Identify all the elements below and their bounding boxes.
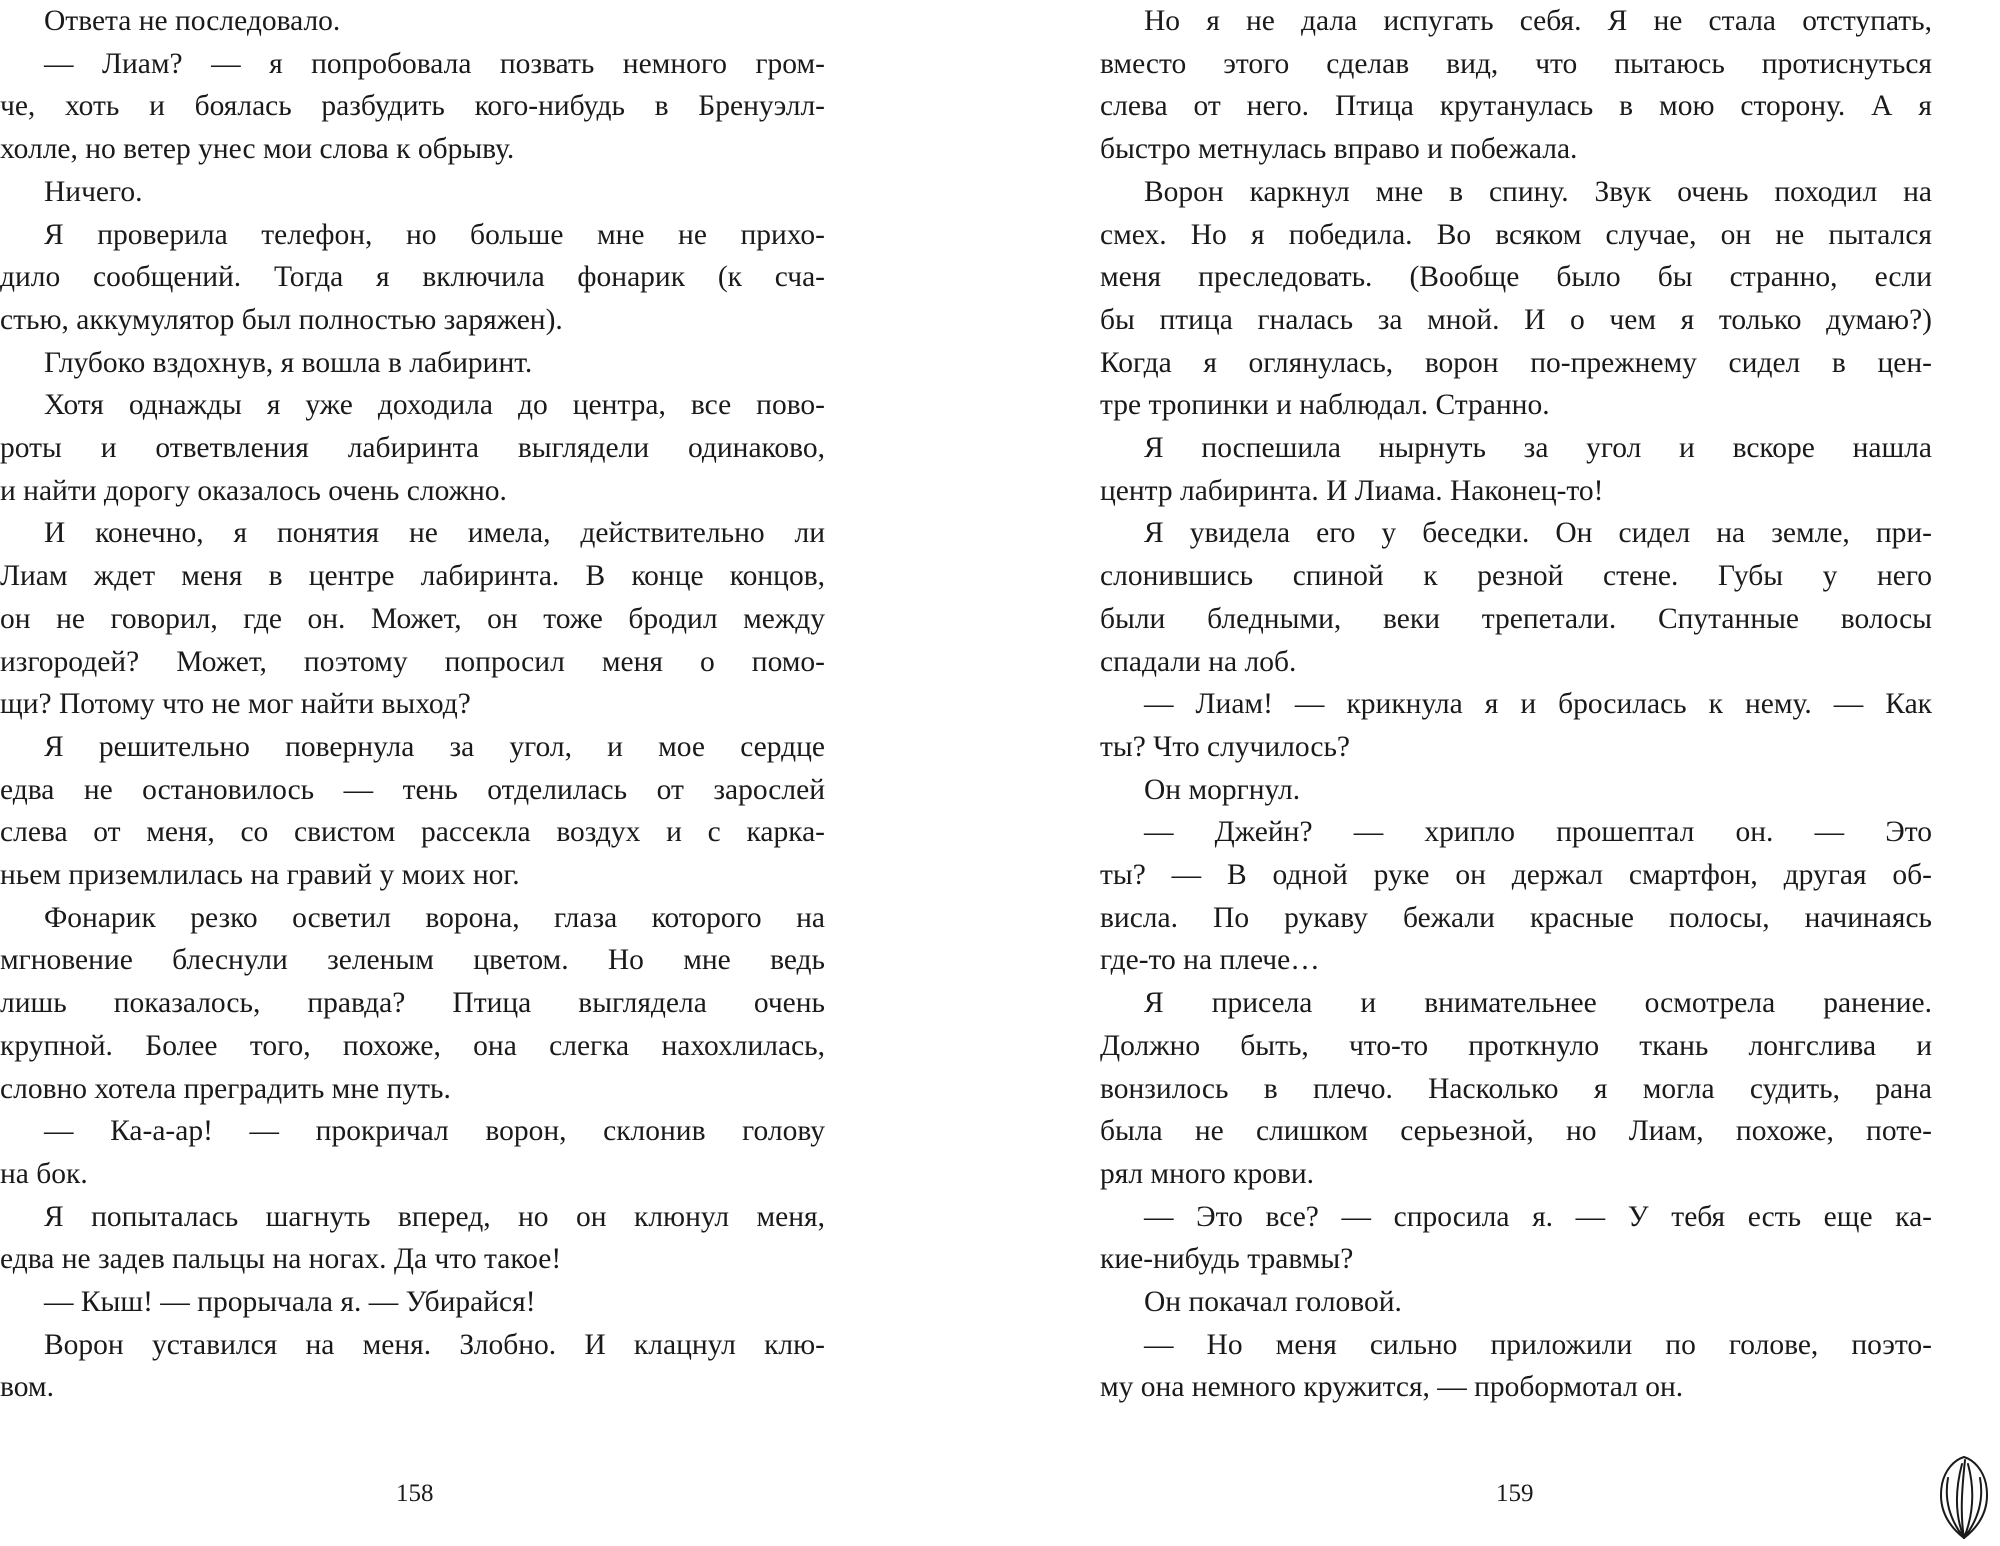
feather-leaf-icon	[1932, 1454, 1996, 1542]
text-line: центр лабиринта. И Лиама. Наконец-то!	[1100, 474, 1604, 507]
page-number-right: 159	[1496, 1480, 1534, 1507]
text-line: дило сообщений. Тогда я включила фонарик (к сча-	[0, 261, 825, 294]
text-line: словно хотела преградить мне путь.	[0, 1072, 451, 1105]
text-line: Я решительно повернула за угол, и мое сердце	[44, 730, 825, 763]
text-line: Лиам ждет меня в центре лабиринта. В конце концов,	[0, 560, 825, 593]
text-line: лишь показалось, правда? Птица выглядела очень	[0, 987, 825, 1020]
text-line: Должно быть, что-то проткнуло ткань лонгслива и	[1100, 1029, 1932, 1062]
text-line: — Джейн? — хрипло прошептал он. — Это	[1144, 816, 1932, 849]
page-number-left: 158	[396, 1480, 434, 1507]
text-line: — Лиам? — я попробовала позвать немного гром-	[44, 47, 825, 80]
text-line: меня преследовать. (Вообще было бы странно, если	[1100, 261, 1932, 294]
text-line: спадали на лоб.	[1100, 645, 1297, 678]
text-line: рял много крови.	[1100, 1157, 1315, 1190]
text-line: Фонарик резко осветил ворона, глаза которого на	[44, 901, 825, 934]
text-line: Глубоко вздохнув, я вошла в лабиринт.	[44, 346, 533, 379]
text-line: Ничего.	[44, 175, 143, 208]
text-line: И конечно, я понятия не имела, действительно ли	[44, 517, 825, 550]
text-line: щи? Потому что не мог найти выход?	[0, 688, 471, 721]
text-line: — Кыш! — прорычала я. — Убирайся!	[44, 1286, 536, 1318]
text-line: Я проверила телефон, но больше мне не прихо-	[44, 218, 825, 251]
text-line: кие-нибудь травмы?	[1100, 1243, 1354, 1276]
text-line: слонившись спиной к резной стене. Губы у него	[1100, 560, 1932, 593]
text-line: была не слишком серьезной, но Лиам, похоже, поте-	[1100, 1115, 1932, 1148]
text-line: Я увидела его у беседки. Он сидел на земле, при-	[1144, 517, 1932, 550]
text-line: Я поспешила нырнуть за угол и вскоре нашла	[1144, 432, 1932, 464]
text-line: — Это все? — спросила я. — У тебя есть еще ка-	[1144, 1200, 1932, 1233]
text-line: ты? Что случилось?	[1100, 730, 1351, 763]
text-line: Хотя однажды я уже доходила до центра, все пово-	[44, 389, 825, 422]
text-line: стью, аккумулятор был полностью заряжен).	[0, 303, 563, 336]
text-line: на бок.	[0, 1157, 88, 1190]
text-line: Ворон каркнул мне в спину. Звук очень походил на	[1144, 175, 1932, 208]
text-line: висла. По рукаву бежали красные полосы, начинаясь	[1100, 901, 1932, 934]
text-line: Я попыталась шагнуть вперед, но он клюнул меня,	[44, 1200, 825, 1233]
text-line: Он покачал головой.	[1144, 1286, 1402, 1318]
text-line: Ответа не последовало.	[44, 5, 341, 37]
text-line: Ворон уставился на меня. Злобно. И клацнул клю-	[44, 1328, 825, 1361]
text-line: слева от него. Птица крутанулась в мою сторону. А я	[1100, 90, 1932, 123]
text-line: и найти дорогу оказалось очень сложно.	[0, 474, 507, 507]
text-line: слева от меня, со свистом рассекла воздух и с карка-	[0, 816, 825, 849]
text-line: бы птица гналась за мной. И о чем я только думаю?)	[1100, 303, 1932, 336]
text-line: изгородей? Может, поэтому попросил меня о помо-	[0, 645, 825, 678]
text-line: роты и ответвления лабиринта выглядели одинаково,	[0, 432, 825, 464]
text-line: были бледными, веки трепетали. Спутанные волосы	[1100, 602, 1932, 635]
text-line: тре тропинки и наблюдал. Странно.	[1100, 389, 1550, 422]
text-line: вонзилось в плечо. Насколько я могла судить, рана	[1100, 1072, 1932, 1105]
text-line: Он моргнул.	[1144, 773, 1301, 806]
text-line: холле, но ветер унес мои слова к обрыву.	[0, 133, 515, 166]
text-line: едва не остановилось — тень отделилась от зарослей	[0, 773, 825, 806]
text-line: Я присела и внимательнее осмотрела ранение.	[1144, 987, 1932, 1020]
text-line: ты? — В одной руке он держал смартфон, другая об-	[1100, 859, 1932, 891]
text-line: Но я не дала испугать себя. Я не стала отступать,	[1144, 5, 1932, 37]
text-line: ньем приземлилась на гравий у моих ног.	[0, 859, 520, 891]
text-line: быстро метнулась вправо и побежала.	[1100, 133, 1578, 166]
text-line: мгновение блеснули зеленым цветом. Но мне ведь	[0, 944, 825, 977]
text-line: где-то на плече…	[1100, 944, 1320, 977]
text-line: че, хоть и боялась разбудить кого-нибудь в Бренуэлл-	[0, 90, 825, 123]
text-line: Когда я оглянулась, ворон по-прежнему сидел в цен-	[1100, 346, 1932, 379]
text-line: — Лиам! — крикнула я и бросилась к нему. — Как	[1144, 688, 1932, 721]
text-line: вместо этого сделав вид, что пытаюсь протиснуться	[1100, 47, 1932, 80]
text-line: — Ка-а-ар! — прокричал ворон, склонив голову	[44, 1115, 825, 1148]
text-line: крупной. Более того, похоже, она слегка нахохлилась,	[0, 1029, 825, 1062]
text-line: смех. Но я победила. Во всяком случае, он не пытался	[1100, 218, 1932, 251]
text-line: вом.	[0, 1371, 54, 1404]
text-line: едва не задев пальцы на ногах. Да что такое!	[0, 1243, 562, 1276]
text-line: — Но меня сильно приложили по голове, поэто-	[1144, 1328, 1932, 1361]
text-line: он не говорил, где он. Может, он тоже бродил между	[0, 602, 825, 635]
text-line: му она немного кружится, — пробормотал он.	[1100, 1371, 1684, 1404]
